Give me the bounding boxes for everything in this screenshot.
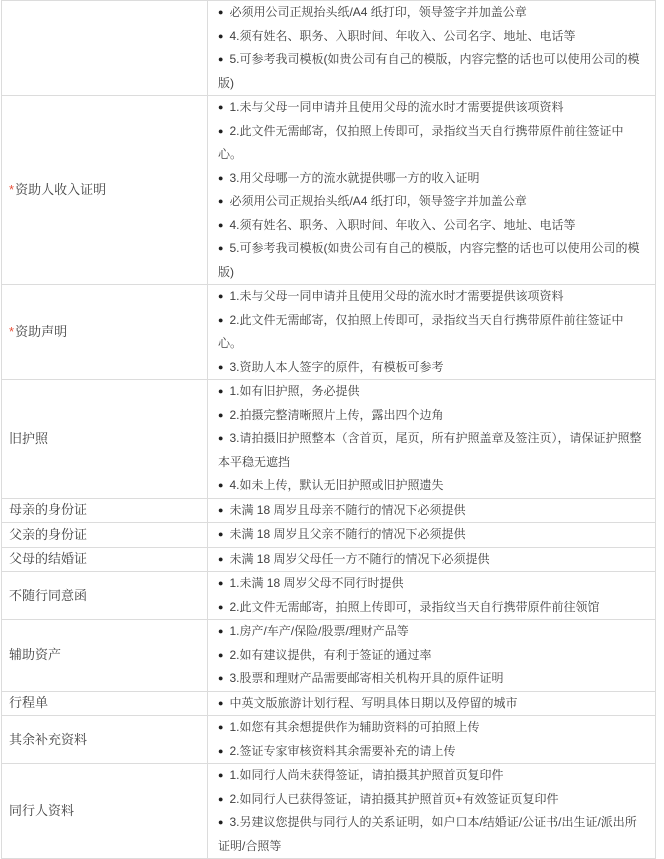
detail-item [218, 25, 647, 49]
requirement-name-cell [2, 764, 208, 858]
detail-text: 2.签证专家审核资料其余需要补充的请上传 [229, 743, 456, 758]
detail-item [218, 404, 647, 428]
detail-text: 1.未满 18 周岁父母不同行时提供 [229, 576, 404, 590]
detail-item [218, 716, 647, 740]
detail-item [218, 548, 647, 572]
requirement-name-cell [2, 620, 208, 691]
detail-text: 必须用公司正规抬头纸/A4 纸打印，领导签字并加盖公章 [229, 5, 527, 19]
bullet-icon: ● [218, 578, 224, 588]
table-row [2, 692, 655, 717]
requirement-name-cell [2, 96, 208, 284]
detail-text: 必须用公司正规抬头纸/A4 纸打印，领导签字并加盖公章 [229, 194, 527, 208]
requirement-name-cell [2, 548, 208, 572]
detail-text: 1.房产/车产/保险/股票/理财产品等 [229, 624, 409, 638]
detail-text: 1.如同行人尚未获得签证，请拍摄其护照首页复印件 [229, 768, 504, 782]
detail-text: 4.须有姓名、职务、入职时间、年收入、公司名字、地址、电话等 [229, 217, 576, 232]
detail-item [218, 474, 647, 498]
requirement-name: 行程单 [9, 695, 49, 711]
bullet-icon: ● [218, 7, 224, 17]
requirement-details-cell [208, 96, 655, 284]
requirement-name-cell [2, 692, 208, 716]
requirement-name: 旧护照 [9, 430, 49, 446]
detail-text: 2.此文件无需邮寄，仅拍照上传即可，录指纹当天自行携带原件前往签证中心。 [218, 123, 624, 161]
requirement-name-cell [2, 716, 208, 763]
detail-item [218, 380, 647, 404]
detail-item [218, 572, 647, 596]
detail-text: 未满 18 周岁且母亲不随行的情况下必须提供 [229, 502, 466, 517]
requirement-details-cell [208, 523, 655, 547]
detail-text: 2.如同行人已获得签证，请拍摄其护照首页+有效签证页复印件 [229, 791, 559, 806]
bullet-icon: ● [218, 243, 224, 253]
requirement-details-cell [208, 285, 655, 379]
detail-item [218, 190, 647, 214]
bullet-icon: ● [218, 314, 224, 325]
requirements-table [1, 0, 656, 859]
bullet-icon: ● [218, 745, 224, 756]
detail-text: 3.资助人本人签字的原件，有模板可参考 [229, 359, 444, 374]
requirement-details-cell [208, 1, 655, 95]
required-marker: * [9, 182, 15, 197]
requirement-details-cell [208, 716, 655, 763]
bullet-icon: ● [218, 291, 224, 301]
requirement-name-cell [2, 285, 208, 379]
detail-item [218, 48, 647, 95]
table-row [2, 523, 655, 548]
detail-item [218, 285, 647, 309]
detail-text: 2.此文件无需邮寄，仅拍照上传即可，录指纹当天自行携带原件前往签证中心。 [218, 312, 624, 350]
requirement-name: 不随行同意函 [9, 587, 88, 603]
requirement-name-cell [2, 380, 208, 498]
requirement-name: 母亲的身份证 [9, 502, 88, 518]
requirement-name: 其余补充资料 [9, 731, 88, 747]
bullet-icon: ● [218, 219, 224, 230]
detail-text: 2.如有建议提供，有利于签证的通过率 [229, 647, 432, 662]
detail-text: 4.须有姓名、职务、入职时间、年收入、公司名字、地址、电话等 [229, 28, 576, 43]
detail-item [218, 167, 647, 191]
detail-item [218, 788, 647, 812]
detail-text: 5.可参考我司模板(如贵公司有自己的模版，内容完整的话也可以使用公司的模版) [218, 241, 640, 279]
requirement-name: 辅助资产 [9, 647, 62, 663]
requirement-details-cell [208, 548, 655, 572]
detail-text: 2.拍摄完整清晰照片上传，露出四个边角 [229, 407, 444, 422]
table-row [2, 1, 655, 96]
bullet-icon: ● [218, 480, 224, 490]
table-row [2, 499, 655, 524]
bullet-icon: ● [218, 361, 224, 372]
detail-text: 3.请拍摄旧护照整本（含首页，尾页，所有护照盖章及签注页），请保证护照整本平稳无遮挡 [218, 431, 642, 469]
bullet-icon: ● [218, 601, 224, 612]
bullet-icon: ● [218, 125, 224, 136]
requirement-name-cell [2, 523, 208, 547]
table-row [2, 572, 655, 620]
requirement-details-cell [208, 620, 655, 691]
detail-item [218, 309, 647, 356]
detail-text: 1.未与父母一同申请并且使用父母的流水时才需要提供该项资料 [229, 289, 564, 303]
detail-item [218, 499, 647, 523]
bullet-icon: ● [218, 793, 224, 804]
detail-text: 3.股票和理财产品需要邮寄相关机构开具的原件证明 [229, 671, 504, 685]
requirement-name-cell [2, 499, 208, 523]
bullet-icon: ● [218, 30, 224, 41]
requirement-name: 同行人资料 [9, 803, 75, 818]
requirement-name: 父亲的身份证 [9, 526, 88, 542]
detail-item [218, 1, 647, 25]
bullet-icon: ● [218, 409, 224, 420]
bullet-icon: ● [218, 54, 224, 64]
detail-text: 4.如未上传，默认无旧护照或旧护照遗失 [229, 478, 444, 492]
detail-item [218, 523, 647, 547]
bullet-icon: ● [218, 102, 224, 112]
detail-item [218, 356, 647, 380]
detail-item [218, 237, 647, 284]
requirement-details-cell [208, 380, 655, 498]
requirement-details-cell [208, 692, 655, 716]
detail-text: 未满 18 周岁父母任一方不随行的情况下必须提供 [229, 551, 490, 566]
detail-text: 未满 18 周岁且父亲不随行的情况下必须提供 [229, 527, 466, 541]
detail-text: 1.如有旧护照，务必提供 [229, 384, 360, 398]
bullet-icon: ● [218, 673, 224, 683]
detail-text: 5.可参考我司模板(如贵公司有自己的模版，内容完整的话也可以使用公司的模版) [218, 52, 640, 90]
requirement-details-cell [208, 764, 655, 858]
detail-item [218, 596, 647, 620]
detail-text: 2.此文件无需邮寄，拍照上传即可，录指纹当天自行携带原件前往领馆 [229, 599, 600, 614]
detail-item [218, 96, 647, 120]
detail-text: 1.如您有其余想提供作为辅助资料的可拍照上传 [229, 720, 480, 734]
detail-text: 3.另建议您提供与同行人的关系证明，如户口本/结婚证/公证书/出生证/派出所证明/合照等 [218, 815, 637, 853]
bullet-icon: ● [218, 697, 224, 708]
detail-text: 3.用父母哪一方的流水就提供哪一方的收入证明 [229, 170, 480, 185]
bullet-icon: ● [218, 649, 224, 660]
table-row [2, 716, 655, 764]
requirement-details-cell [208, 499, 655, 523]
detail-item [218, 692, 647, 716]
bullet-icon: ● [218, 386, 224, 396]
detail-item [218, 427, 647, 474]
bullet-icon: ● [218, 433, 224, 443]
detail-item [218, 811, 647, 858]
table-row [2, 96, 655, 285]
detail-item [218, 667, 647, 691]
bullet-icon: ● [218, 626, 224, 636]
bullet-icon: ● [218, 770, 224, 780]
bullet-icon: ● [218, 529, 224, 539]
bullet-icon: ● [218, 196, 224, 206]
requirement-name-cell [2, 572, 208, 619]
requirement-name-cell [2, 1, 208, 95]
bullet-icon: ● [218, 722, 224, 732]
required-marker: * [9, 324, 15, 339]
requirement-name: 父母的结婚证 [9, 551, 88, 567]
detail-item [218, 120, 647, 167]
requirement-details-cell [208, 572, 655, 619]
detail-text: 1.未与父母一同申请并且使用父母的流水时才需要提供该项资料 [229, 100, 564, 114]
requirement-name: 资助人收入证明 [15, 182, 107, 197]
bullet-icon: ● [218, 172, 224, 183]
bullet-icon: ● [218, 553, 224, 564]
detail-item [218, 740, 647, 764]
detail-text: 中英文版旅游计划行程、写明具体日期以及停留的城市 [229, 695, 518, 710]
table-row [2, 620, 655, 692]
detail-item [218, 214, 647, 238]
table-row [2, 548, 655, 573]
detail-item [218, 620, 647, 644]
table-row [2, 380, 655, 499]
bullet-icon: ● [218, 504, 224, 515]
table-row [2, 764, 655, 859]
detail-item [218, 764, 647, 788]
table-row [2, 285, 655, 380]
bullet-icon: ● [218, 817, 224, 827]
detail-item [218, 644, 647, 668]
requirement-name: 资助声明 [15, 324, 68, 339]
